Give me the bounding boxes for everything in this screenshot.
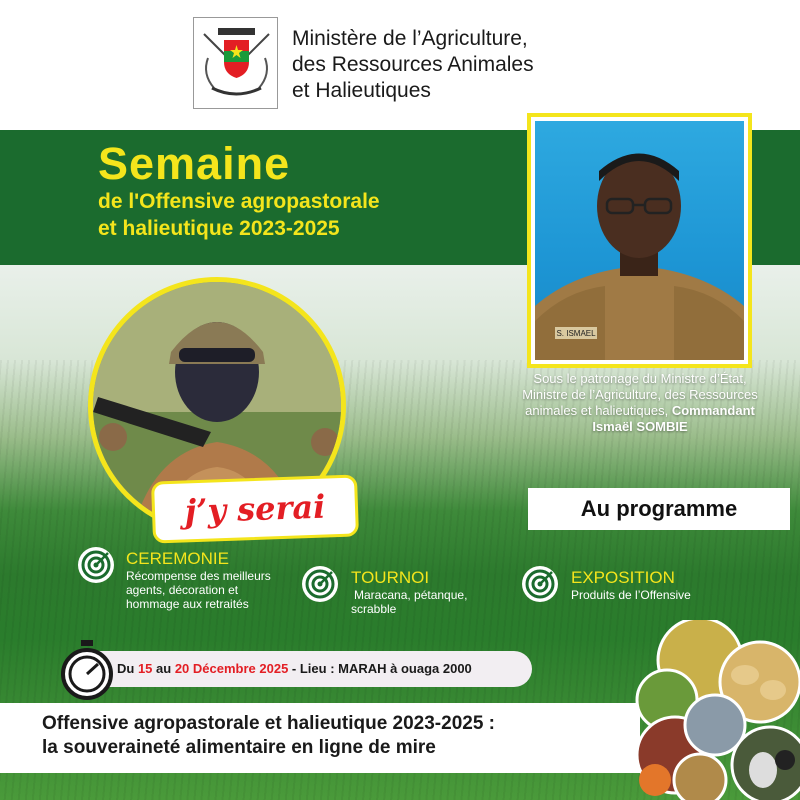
tagline: [42, 712, 495, 760]
date-location-bar: [95, 651, 532, 687]
target-icon: [302, 566, 338, 602]
title-semaine: Semaine: [98, 138, 291, 189]
event-title: [98, 140, 380, 242]
item-ceremonie-desc-2: agents, décoration et: [126, 583, 239, 597]
programme-label: Au programme: [528, 488, 790, 530]
date-du: Du: [117, 661, 138, 676]
ministry-line-1: Ministère de l’Agriculture,: [292, 27, 528, 50]
ministry-line-3: et Halieutiques: [292, 79, 431, 102]
item-tournoi-desc-2: scrabble: [351, 602, 397, 616]
item-exposition-title: EXPOSITION: [571, 568, 675, 587]
date-end: 20 Décembre 2025: [174, 661, 289, 676]
patronage-name: Ismaël SOMBIE: [592, 419, 688, 434]
patronage-line-3-plain: animales et halieutiques,: [525, 403, 672, 418]
item-ceremonie-title: CEREMONIE: [126, 549, 229, 568]
ministry-line-2: des Ressources Animales: [292, 53, 534, 76]
minister-portrait-frame: [527, 113, 752, 368]
patronage-line-4: [490, 419, 790, 435]
target-icon: [522, 566, 558, 602]
patronage-line-3-bold: Commandant: [671, 403, 755, 418]
patronage-line-2: Ministre de l’Agriculture, des Ressources: [522, 387, 758, 402]
date-au: au: [152, 661, 175, 676]
patronage-text: [490, 371, 790, 435]
nametag-text: S. ISMAEL: [556, 329, 596, 338]
produce-collage: [625, 620, 800, 800]
title-line-2: et halieutique 2023-2025: [98, 217, 340, 240]
minister-portrait: [535, 121, 744, 360]
ministry-name: [292, 26, 534, 104]
item-tournoi: [351, 568, 467, 616]
stopwatch-icon: [58, 638, 116, 700]
title-line-1: de l'Offensive agropastorale: [98, 190, 380, 213]
item-exposition-desc-1: Produits de l’Offensive: [571, 588, 691, 602]
date-lieu: - Lieu : MARAH à ouaga 2000: [288, 661, 472, 676]
item-tournoi-desc-1: Maracana, pétanque,: [354, 588, 468, 602]
item-ceremonie-desc-3: hommage aux retraités: [126, 597, 249, 611]
coat-of-arms-logo: [193, 17, 278, 109]
target-icon: [78, 547, 114, 583]
date-start: 15: [137, 661, 153, 676]
jyserai-badge: j’y serai: [151, 474, 359, 543]
item-exposition: [571, 568, 691, 602]
item-tournoi-title: TOURNOI: [351, 568, 430, 587]
item-ceremonie: [126, 549, 271, 611]
patronage-line-3: [490, 403, 790, 419]
patronage-line-1: Sous le patronage du Ministre d’État,: [533, 371, 747, 386]
item-ceremonie-desc-1: Récompense des meilleurs: [126, 569, 271, 583]
header: [0, 0, 800, 130]
tagline-line-2: la souveraineté alimentaire en ligne de mire: [42, 737, 436, 758]
tagline-line-1: Offensive agropastorale et halieutique 2023-2025 :: [42, 713, 496, 734]
